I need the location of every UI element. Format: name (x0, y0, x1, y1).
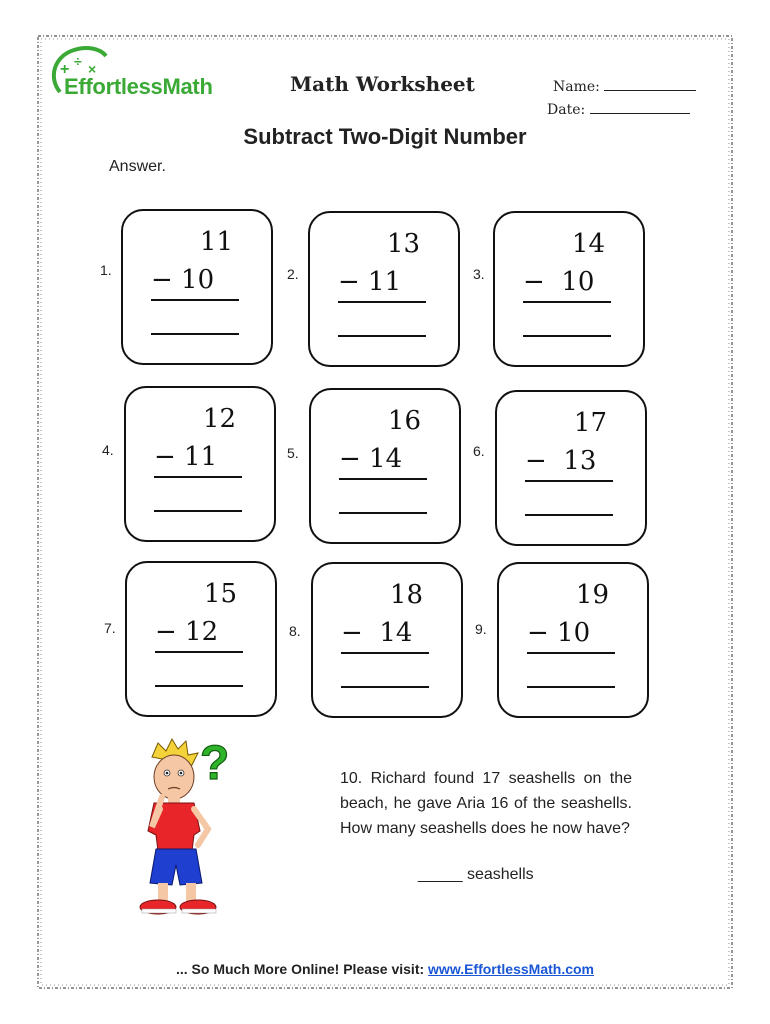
question-mark-icon: ? (200, 737, 230, 790)
sum-line (525, 480, 613, 482)
problem-number: 3. (473, 266, 485, 282)
worksheet-title: Math Worksheet (290, 72, 475, 96)
problem-number: 4. (102, 442, 114, 458)
subtrahend: − 14 (339, 444, 403, 474)
subtrahend: − 11 (154, 442, 218, 472)
sum-line (154, 476, 242, 478)
problem-box (308, 211, 460, 367)
problem-number: 2. (287, 266, 299, 282)
problem-box (311, 562, 463, 718)
answer-line (339, 512, 427, 514)
sum-line (151, 299, 239, 301)
date-field (547, 101, 690, 118)
minuend: 14 (571, 229, 605, 259)
word-problem-text: 10. Richard found 17 seashells on the beach, he gave Aria 16 of the seashells. How many seashells does he now have? (340, 770, 632, 837)
svg-text:×: × (88, 61, 97, 77)
problem-box (493, 211, 645, 367)
footer-link[interactable]: www.EffortlessMath.com (428, 961, 594, 977)
footer-text: ... So Much More Online! Please visit: (175, 961, 429, 977)
answer-line (523, 335, 611, 337)
minuend: 17 (573, 408, 607, 438)
minuend: 11 (199, 227, 233, 257)
answer-line (155, 685, 243, 687)
date-label: Date: (547, 102, 586, 118)
answer-line (341, 686, 429, 688)
answer-line (151, 333, 239, 335)
problem-number: 9. (475, 621, 487, 637)
word-problem-answer (418, 866, 534, 884)
minuend: 12 (202, 404, 236, 434)
svg-text:+: + (60, 61, 70, 78)
problem-number: 5. (287, 445, 299, 461)
thinking-boy-illustration (128, 735, 263, 920)
subtrahend: − 10 (523, 267, 595, 297)
sum-line (155, 651, 243, 653)
answer-line (527, 686, 615, 688)
date-blank (590, 101, 690, 114)
problem-number: 6. (473, 443, 485, 459)
instruction-text: Answer. (109, 158, 166, 175)
answer-unit: seashells (466, 866, 534, 883)
minuend: 18 (389, 580, 423, 610)
sum-line (339, 478, 427, 480)
minuend: 13 (386, 229, 420, 259)
subtrahend: − 11 (338, 267, 402, 297)
subtrahend: − 13 (525, 446, 597, 476)
problem-box (121, 209, 273, 365)
problem-box (495, 390, 647, 546)
logo-text: EffortlessMath (64, 74, 213, 99)
answer-line (525, 514, 613, 516)
minuend: 19 (575, 580, 609, 610)
name-blank (604, 78, 696, 91)
problem-number: 7. (104, 620, 116, 636)
name-field (553, 78, 696, 95)
problem-box (497, 562, 649, 718)
sum-line (527, 652, 615, 654)
page-title: Subtract Two-Digit Number (243, 124, 527, 149)
subtrahend: − 10 (527, 618, 591, 648)
problem-box (125, 561, 277, 717)
problem-number: 1. (100, 262, 112, 278)
answer-blank: _____ (418, 866, 463, 883)
problem-box (124, 386, 276, 542)
problem-box (309, 388, 461, 544)
problem-number: 8. (289, 623, 301, 639)
footer (0, 961, 770, 977)
subtrahend: − 12 (155, 617, 219, 647)
minuend: 16 (387, 406, 421, 436)
subtrahend: − 10 (151, 265, 215, 295)
subtrahend: − 14 (341, 618, 413, 648)
name-label: Name: (553, 79, 600, 95)
sum-line (523, 301, 611, 303)
sum-line (338, 301, 426, 303)
sum-line (341, 652, 429, 654)
answer-line (338, 335, 426, 337)
minuend: 15 (203, 579, 237, 609)
svg-text:÷: ÷ (74, 53, 82, 69)
answer-line (154, 510, 242, 512)
